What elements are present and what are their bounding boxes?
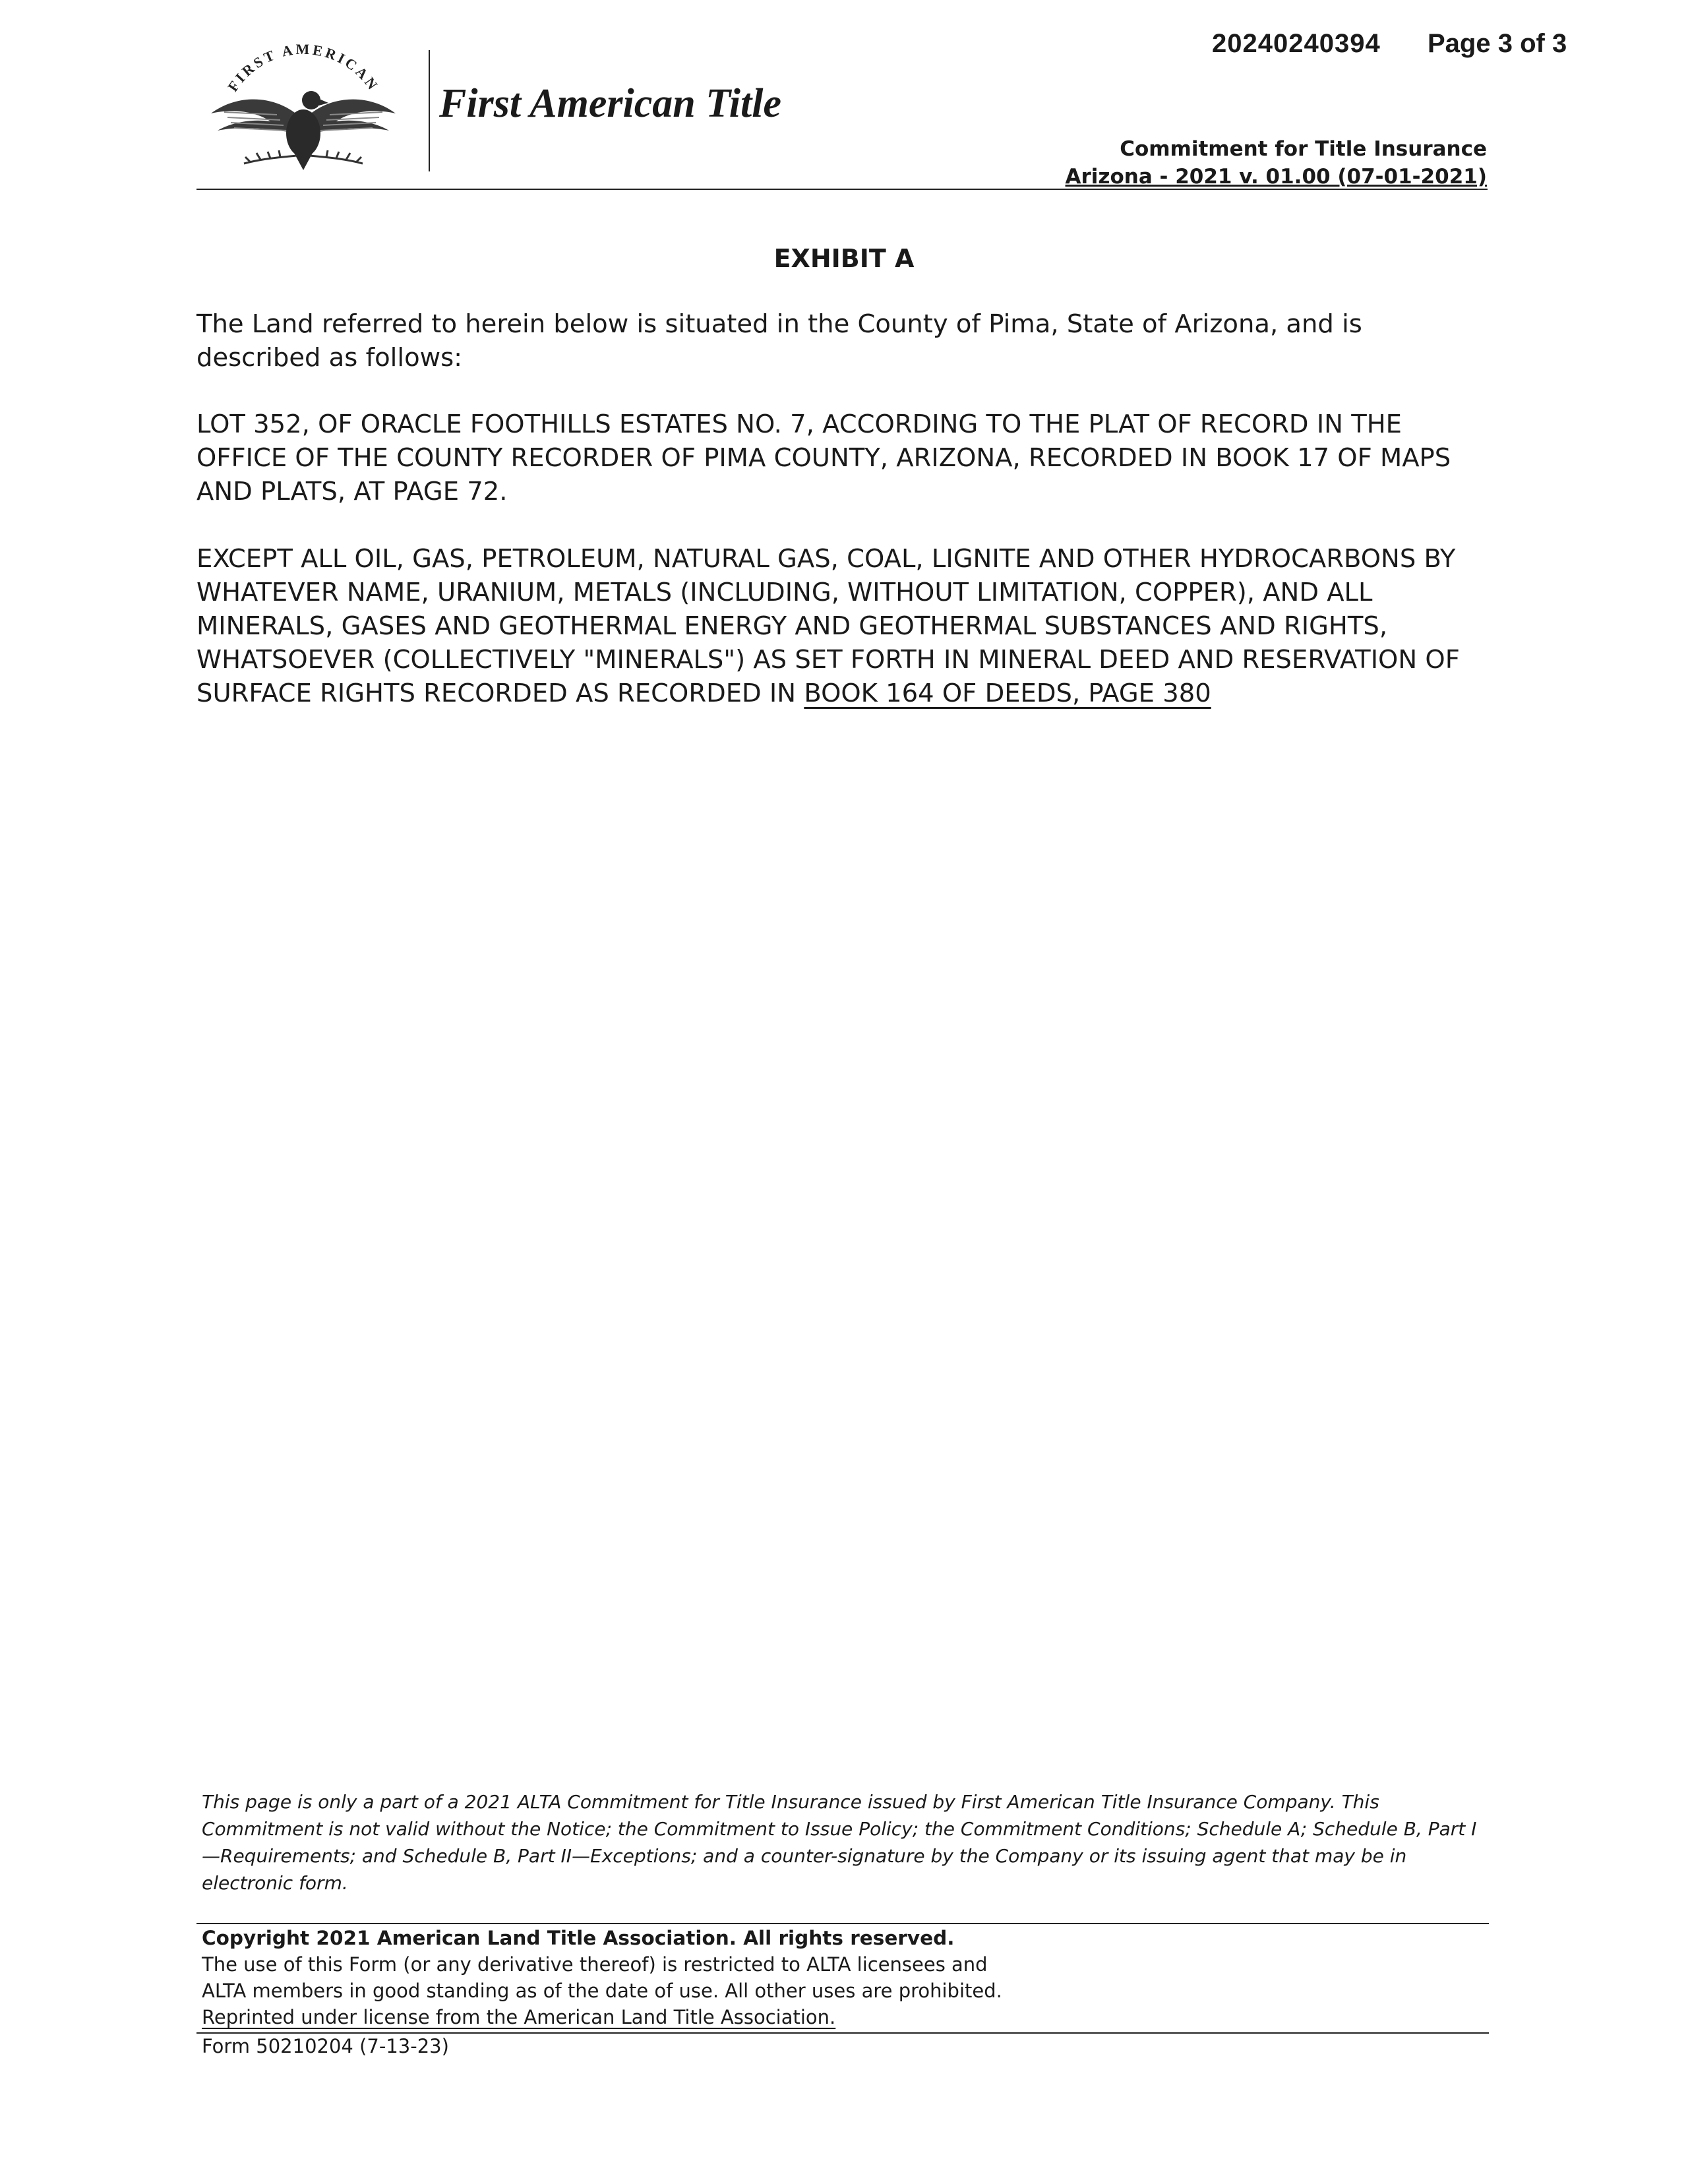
- seal-text: FIRST AMERICAN: [224, 40, 382, 95]
- header-divider: [429, 50, 430, 171]
- company-name: First American Title: [439, 81, 781, 126]
- header-rule: [196, 189, 1488, 190]
- footer-rule-top: [196, 1923, 1489, 1924]
- legal-description: LOT 352, OF ORACLE FOOTHILLS ESTATES NO. 7, ACCORDING TO THE PLAT OF RECORD IN THE OFFICE OF THE COUNTY RECORDER OF PIMA COUNTY, ARIZONA, RECORDED IN BOOK 17 OF MAPS AND PLATS, AT PAGE 72.: [196, 410, 1451, 506]
- form-number: Form 50210204 (7-13-23): [202, 2035, 449, 2057]
- svg-text:FIRST AMERICAN: [224, 41, 382, 94]
- intro-paragraph: The Land referred to herein below is situated in the County of Pima, State of Arizona, and is described as follows:: [196, 309, 1362, 373]
- exhibit-heading: EXHIBIT A: [773, 244, 915, 273]
- form-title: Commitment for Title Insurance: [1120, 137, 1487, 161]
- commitment-disclaimer: This page is only a part of a 2021 ALTA Commitment for Title Insurance issued by First American Title Insurance Company. This Commitment is not valid without the Notice; the Commitment to Issue Policy; the Commitment Conditions; Schedule A; Schedule B, Part I—Requirements; and Schedule B, Part II—Exceptions; and a counter-signature by the Company or its issuing agent that may be in electronic form.: [202, 1791, 1477, 1894]
- usage-line-1: The use of this Form (or any derivative thereof) is restricted to ALTA licensees and: [202, 1953, 988, 1976]
- page-number: Page 3 of 3: [1428, 29, 1567, 58]
- copyright-notice: Copyright 2021 American Land Title Association. All rights reserved.: [202, 1927, 955, 1949]
- usage-line-2: ALTA members in good standing as of the date of use. All other uses are prohibited.: [202, 1980, 1002, 2002]
- eagle-logo-icon: [198, 34, 409, 179]
- form-version: Arizona - 2021 v. 01.00 (07-01-2021): [1065, 165, 1487, 189]
- mineral-exception-text: EXCEPT ALL OIL, GAS, PETROLEUM, NATURAL GAS, COAL, LIGNITE AND OTHER HYDROCARBONS BY WHATEVER NAME, URANIUM, METALS (INCLUDING, WITHOUT LIMITATION, COPPER), AND ALL MINERALS, GASES AND GEOTHERMAL ENERGY AND GEOTHERMAL SUBSTANCES AND RIGHTS, WHATSOEVER (COLLECTIVELY "MINERALS") AS SET FORTH IN MINERAL DEED AND RESERVATION OF SURFACE RIGHTS RECORDED AS RECORDED IN: [196, 544, 1460, 708]
- usage-line-3: Reprinted under license from the American Land Title Association.: [202, 2006, 836, 2028]
- recording-number: 20240240394: [1212, 29, 1381, 58]
- footer-rule-bottom: [196, 2032, 1489, 2034]
- mineral-exception: [196, 542, 1489, 710]
- deed-reference: BOOK 164 OF DEEDS, PAGE 380: [804, 679, 1211, 708]
